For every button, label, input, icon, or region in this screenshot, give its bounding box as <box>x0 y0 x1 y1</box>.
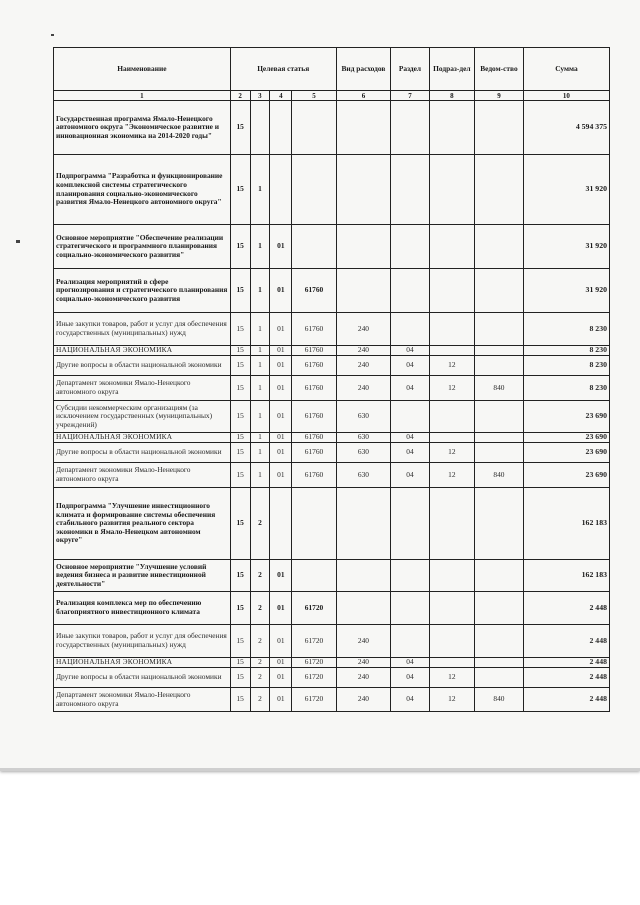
row-code-c6 <box>336 155 391 225</box>
row-code-c3: 1 <box>250 356 270 376</box>
row-code-c4: 01 <box>270 313 292 346</box>
row-name: НАЦИОНАЛЬНАЯ ЭКОНОМИКА <box>54 433 231 443</box>
row-code-c9 <box>475 225 524 269</box>
row-code-c5: 61720 <box>292 668 336 688</box>
row-code-c8: 12 <box>429 376 474 401</box>
row-code-c9: 840 <box>475 688 524 712</box>
row-sum: 4 594 375 <box>523 101 609 155</box>
row-code-c3: 2 <box>250 688 270 712</box>
row-code-c6 <box>336 560 391 592</box>
row-code-c8 <box>429 658 474 668</box>
row-sum: 23 690 <box>523 401 609 433</box>
row-code-c5: 61760 <box>292 443 336 463</box>
row-code-c5 <box>292 560 336 592</box>
row-code-c3: 2 <box>250 592 270 625</box>
row-code-c8: 12 <box>429 443 474 463</box>
row-code-c8 <box>429 155 474 225</box>
table-row <box>54 269 610 313</box>
row-name: Подпрограмма "Разработка и функционирование комплексной системы стратегического планирования социально-экономического развития Ямало-Ненецкого автономного округа" <box>54 155 231 225</box>
row-code-c9 <box>475 658 524 668</box>
row-code-c3: 1 <box>250 401 270 433</box>
row-code-c6: 240 <box>336 346 391 356</box>
row-code-c5 <box>292 101 336 155</box>
row-code-c5: 61760 <box>292 463 336 488</box>
row-sum: 162 183 <box>523 560 609 592</box>
row-code-c7 <box>391 155 429 225</box>
column-number: 9 <box>475 91 524 101</box>
row-code-c6 <box>336 269 391 313</box>
row-code-c4: 01 <box>270 433 292 443</box>
row-code-c7 <box>391 225 429 269</box>
row-code-c2: 15 <box>230 625 250 658</box>
header-expense-type: Вид расходов <box>336 48 391 91</box>
table-row <box>54 155 610 225</box>
row-code-c3: 1 <box>250 376 270 401</box>
row-code-c8: 12 <box>429 688 474 712</box>
scan-mark <box>51 34 54 36</box>
row-code-c6: 630 <box>336 443 391 463</box>
row-code-c5 <box>292 488 336 560</box>
row-code-c9 <box>475 443 524 463</box>
row-code-c4: 01 <box>270 225 292 269</box>
row-code-c7 <box>391 313 429 346</box>
row-code-c6 <box>336 225 391 269</box>
row-code-c5: 61760 <box>292 346 336 356</box>
header-target-article: Целевая статья <box>230 48 336 91</box>
row-code-c4: 01 <box>270 376 292 401</box>
page-edge <box>0 768 640 771</box>
row-code-c8 <box>429 346 474 356</box>
header-department: Ведом-ство <box>475 48 524 91</box>
row-code-c7 <box>391 269 429 313</box>
table-row <box>54 443 610 463</box>
row-code-c3: 2 <box>250 668 270 688</box>
row-code-c3: 1 <box>250 225 270 269</box>
row-code-c5: 61720 <box>292 625 336 658</box>
column-number: 5 <box>292 91 336 101</box>
row-name: Другие вопросы в области национальной экономики <box>54 668 231 688</box>
row-name: НАЦИОНАЛЬНАЯ ЭКОНОМИКА <box>54 658 231 668</box>
header-section: Раздел <box>391 48 429 91</box>
row-sum: 23 690 <box>523 463 609 488</box>
row-code-c4: 01 <box>270 269 292 313</box>
row-code-c5: 61760 <box>292 356 336 376</box>
row-code-c5 <box>292 225 336 269</box>
row-code-c4 <box>270 155 292 225</box>
row-code-c9 <box>475 433 524 443</box>
row-code-c3: 1 <box>250 463 270 488</box>
row-code-c6: 630 <box>336 433 391 443</box>
row-code-c8 <box>429 225 474 269</box>
column-number: 4 <box>270 91 292 101</box>
row-code-c2: 15 <box>230 356 250 376</box>
row-code-c9 <box>475 401 524 433</box>
table-row <box>54 688 610 712</box>
table-row <box>54 463 610 488</box>
table-row <box>54 376 610 401</box>
row-code-c2: 15 <box>230 313 250 346</box>
table-row <box>54 488 610 560</box>
row-code-c7 <box>391 401 429 433</box>
column-number: 1 <box>54 91 231 101</box>
row-code-c8 <box>429 488 474 560</box>
row-code-c6: 240 <box>336 625 391 658</box>
row-code-c7: 04 <box>391 668 429 688</box>
row-code-c6: 630 <box>336 401 391 433</box>
row-name: Основное мероприятие "Обеспечение реализации стратегического и программного планирования социально-экономического развития" <box>54 225 231 269</box>
row-code-c3: 1 <box>250 313 270 346</box>
row-name: Реализация мероприятий в сфере прогнозирования и стратегического планирования социально-экономического развития <box>54 269 231 313</box>
row-sum: 2 448 <box>523 688 609 712</box>
table-row <box>54 313 610 346</box>
row-code-c8 <box>429 401 474 433</box>
row-code-c4: 01 <box>270 592 292 625</box>
table-row <box>54 401 610 433</box>
row-code-c2: 15 <box>230 463 250 488</box>
row-name: Департамент экономики Ямало-Ненецкого автономного округа <box>54 688 231 712</box>
row-code-c2: 15 <box>230 225 250 269</box>
row-code-c4: 01 <box>270 463 292 488</box>
row-code-c6: 240 <box>336 668 391 688</box>
row-code-c5: 61760 <box>292 401 336 433</box>
column-number: 10 <box>523 91 609 101</box>
row-code-c3: 2 <box>250 658 270 668</box>
row-sum: 2 448 <box>523 625 609 658</box>
row-name: Основное мероприятие "Улучшение условий ведения бизнеса и развитие инвестиционной деятельности" <box>54 560 231 592</box>
row-code-c6 <box>336 592 391 625</box>
row-code-c6 <box>336 488 391 560</box>
row-code-c9 <box>475 155 524 225</box>
row-code-c3: 1 <box>250 433 270 443</box>
row-code-c2: 15 <box>230 346 250 356</box>
row-code-c9 <box>475 269 524 313</box>
table-row <box>54 625 610 658</box>
row-code-c4: 01 <box>270 688 292 712</box>
row-code-c3: 1 <box>250 269 270 313</box>
row-code-c8 <box>429 101 474 155</box>
row-code-c2: 15 <box>230 688 250 712</box>
table-row <box>54 101 610 155</box>
row-sum: 31 920 <box>523 225 609 269</box>
row-code-c4: 01 <box>270 658 292 668</box>
row-code-c4: 01 <box>270 668 292 688</box>
row-code-c6 <box>336 101 391 155</box>
row-code-c8: 12 <box>429 668 474 688</box>
column-number: 2 <box>230 91 250 101</box>
row-sum: 23 690 <box>523 443 609 463</box>
row-code-c3 <box>250 101 270 155</box>
row-code-c5: 61760 <box>292 313 336 346</box>
row-code-c2: 15 <box>230 488 250 560</box>
row-code-c2: 15 <box>230 155 250 225</box>
row-code-c9 <box>475 488 524 560</box>
row-code-c6: 240 <box>336 376 391 401</box>
table-row <box>54 225 610 269</box>
row-code-c4: 01 <box>270 625 292 658</box>
row-sum: 2 448 <box>523 592 609 625</box>
row-name: Иные закупки товаров, работ и услуг для обеспечения государственных (муниципальных) нужд <box>54 625 231 658</box>
row-code-c8: 12 <box>429 356 474 376</box>
row-code-c2: 15 <box>230 401 250 433</box>
row-code-c4: 01 <box>270 560 292 592</box>
row-code-c5: 61720 <box>292 658 336 668</box>
row-sum: 8 230 <box>523 376 609 401</box>
row-code-c4: 01 <box>270 346 292 356</box>
row-code-c2: 15 <box>230 668 250 688</box>
header-name: Наименование <box>54 48 231 91</box>
row-code-c2: 15 <box>230 658 250 668</box>
column-number: 3 <box>250 91 270 101</box>
row-code-c8: 12 <box>429 463 474 488</box>
row-code-c7: 04 <box>391 658 429 668</box>
row-code-c2: 15 <box>230 101 250 155</box>
row-code-c7 <box>391 560 429 592</box>
row-sum: 2 448 <box>523 658 609 668</box>
row-name: Департамент экономики Ямало-Ненецкого автономного округа <box>54 376 231 401</box>
row-code-c2: 15 <box>230 433 250 443</box>
row-code-c7: 04 <box>391 346 429 356</box>
row-code-c3: 2 <box>250 625 270 658</box>
row-code-c3: 1 <box>250 155 270 225</box>
row-code-c4: 01 <box>270 443 292 463</box>
row-code-c6: 240 <box>336 688 391 712</box>
row-code-c5: 61760 <box>292 376 336 401</box>
row-code-c2: 15 <box>230 592 250 625</box>
row-code-c3: 1 <box>250 443 270 463</box>
row-sum: 8 230 <box>523 356 609 376</box>
row-name: Другие вопросы в области национальной экономики <box>54 443 231 463</box>
table-row <box>54 346 610 356</box>
row-code-c9 <box>475 592 524 625</box>
table-row <box>54 560 610 592</box>
row-code-c5 <box>292 155 336 225</box>
row-code-c4 <box>270 488 292 560</box>
row-code-c3: 1 <box>250 346 270 356</box>
row-code-c9 <box>475 356 524 376</box>
row-name: Подпрограмма "Улучшение инвестиционного климата и формирование системы обеспечения стабильного развития реального сектора экономики в Ямало-Ненецком автономном округе" <box>54 488 231 560</box>
row-sum: 23 690 <box>523 433 609 443</box>
row-name: Департамент экономики Ямало-Ненецкого автономного округа <box>54 463 231 488</box>
row-code-c7 <box>391 625 429 658</box>
row-code-c2: 15 <box>230 443 250 463</box>
row-sum: 162 183 <box>523 488 609 560</box>
row-name: Субсидии некоммерческим организациям (за исключением государственных (муниципальных) учреждений) <box>54 401 231 433</box>
row-code-c9: 840 <box>475 376 524 401</box>
table-row <box>54 433 610 443</box>
budget-table <box>53 47 610 712</box>
row-code-c7: 04 <box>391 688 429 712</box>
row-code-c9 <box>475 101 524 155</box>
row-code-c6: 240 <box>336 313 391 346</box>
row-code-c2: 15 <box>230 269 250 313</box>
row-code-c5: 61760 <box>292 269 336 313</box>
header-subsection: Подраз-дел <box>429 48 474 91</box>
row-code-c7: 04 <box>391 463 429 488</box>
row-code-c7: 04 <box>391 376 429 401</box>
row-name: Иные закупки товаров, работ и услуг для обеспечения государственных (муниципальных) нужд <box>54 313 231 346</box>
row-code-c7 <box>391 101 429 155</box>
row-code-c7: 04 <box>391 443 429 463</box>
row-code-c7 <box>391 592 429 625</box>
row-code-c5: 61760 <box>292 433 336 443</box>
column-number: 7 <box>391 91 429 101</box>
row-code-c8 <box>429 433 474 443</box>
row-code-c4: 01 <box>270 401 292 433</box>
table-row <box>54 356 610 376</box>
column-number: 6 <box>336 91 391 101</box>
row-code-c5: 61720 <box>292 688 336 712</box>
row-code-c9 <box>475 560 524 592</box>
row-name: Государственная программа Ямало-Ненецкого автономного округа "Экономическое развитие и инновационная экономика на 2014-2020 годы" <box>54 101 231 155</box>
row-code-c9 <box>475 346 524 356</box>
row-sum: 31 920 <box>523 155 609 225</box>
row-name: Другие вопросы в области национальной экономики <box>54 356 231 376</box>
row-sum: 8 230 <box>523 313 609 346</box>
row-code-c8 <box>429 625 474 658</box>
row-code-c8 <box>429 592 474 625</box>
row-sum: 31 920 <box>523 269 609 313</box>
row-code-c8 <box>429 269 474 313</box>
row-code-c3: 2 <box>250 488 270 560</box>
row-code-c6: 630 <box>336 463 391 488</box>
row-code-c9 <box>475 625 524 658</box>
scan-mark <box>16 240 20 243</box>
row-code-c9 <box>475 313 524 346</box>
row-code-c9 <box>475 668 524 688</box>
row-code-c7: 04 <box>391 356 429 376</box>
row-code-c5: 61720 <box>292 592 336 625</box>
header-sum: Сумма <box>523 48 609 91</box>
row-code-c3: 2 <box>250 560 270 592</box>
row-sum: 2 448 <box>523 668 609 688</box>
row-code-c8 <box>429 313 474 346</box>
row-code-c6: 240 <box>336 356 391 376</box>
row-code-c4 <box>270 101 292 155</box>
row-code-c6: 240 <box>336 658 391 668</box>
row-name: Реализация комплекса мер по обеспечению благоприятного инвестиционного климата <box>54 592 231 625</box>
column-number-row <box>54 91 610 101</box>
row-code-c2: 15 <box>230 560 250 592</box>
row-sum: 8 230 <box>523 346 609 356</box>
table-row <box>54 592 610 625</box>
row-code-c2: 15 <box>230 376 250 401</box>
table-row <box>54 658 610 668</box>
row-code-c7: 04 <box>391 433 429 443</box>
table-row <box>54 668 610 688</box>
column-number: 8 <box>429 91 474 101</box>
row-code-c8 <box>429 560 474 592</box>
table-header-row <box>54 48 610 91</box>
row-name: НАЦИОНАЛЬНАЯ ЭКОНОМИКА <box>54 346 231 356</box>
row-code-c4: 01 <box>270 356 292 376</box>
row-code-c9: 840 <box>475 463 524 488</box>
row-code-c7 <box>391 488 429 560</box>
